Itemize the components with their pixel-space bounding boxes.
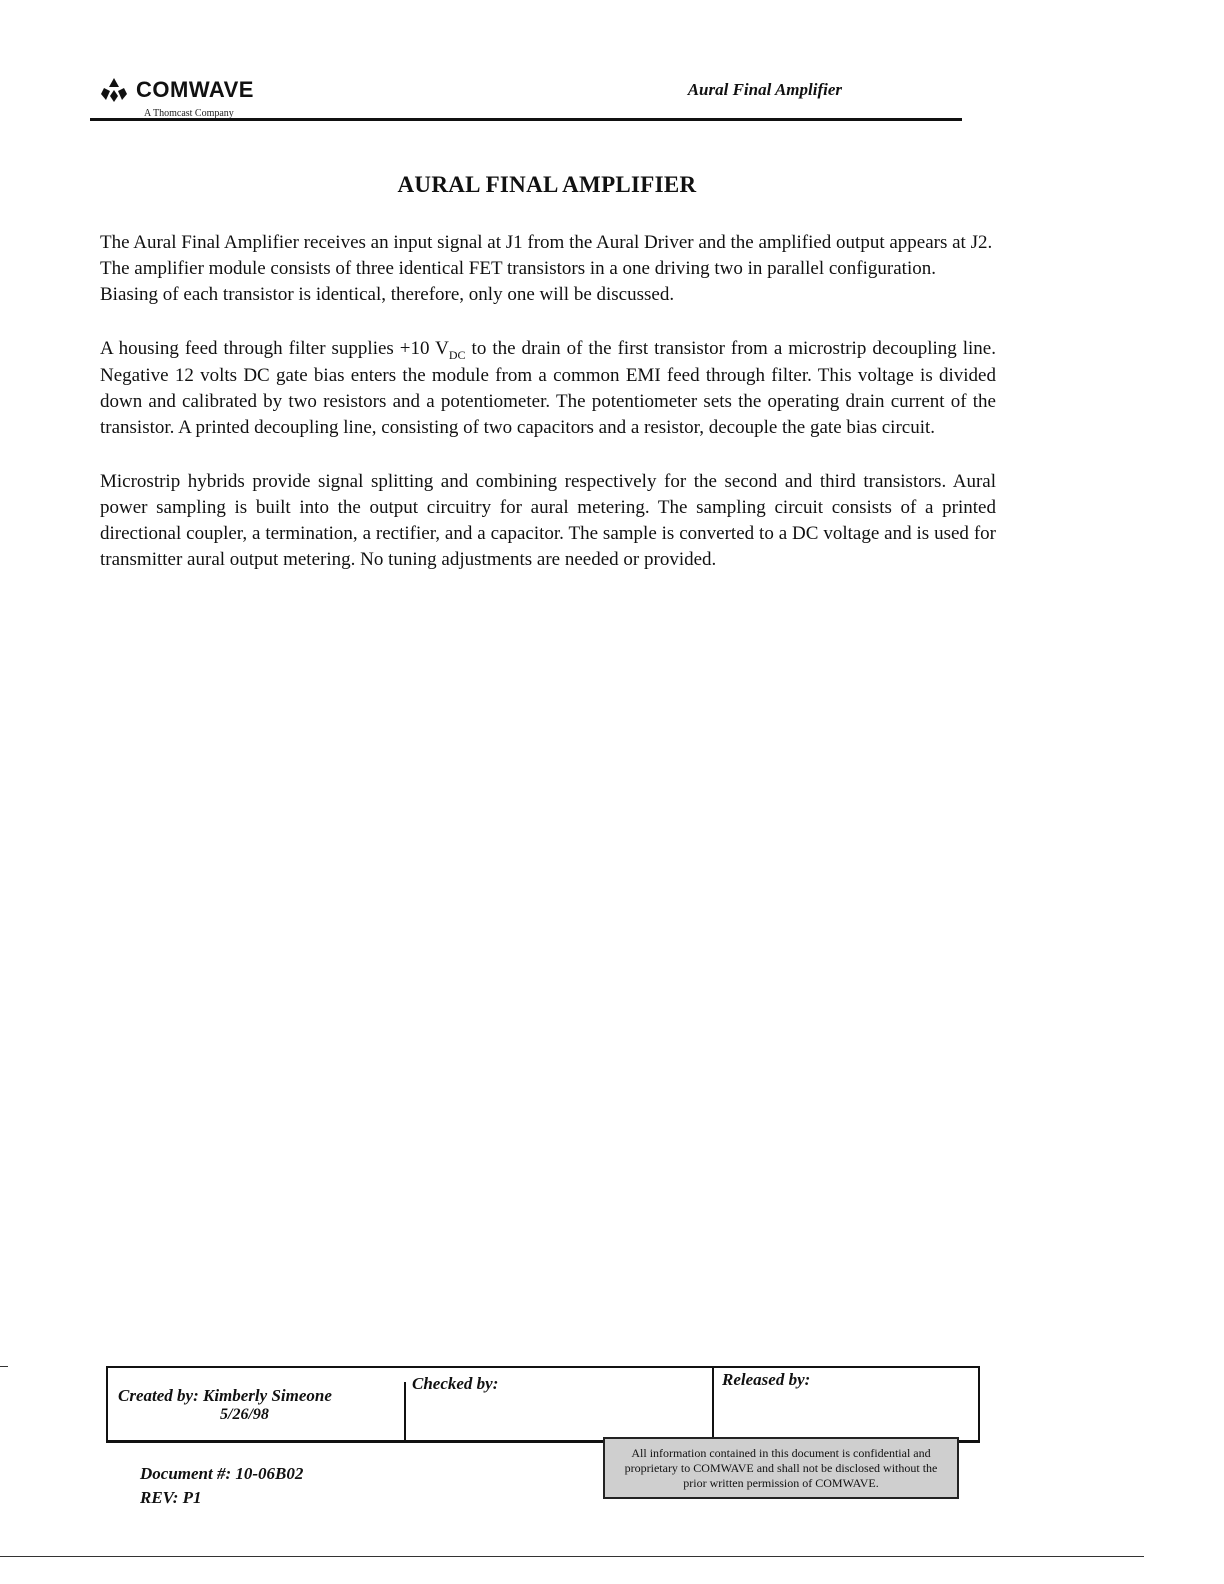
- checked-by-label: Checked by:: [412, 1374, 499, 1393]
- running-header-title: Aural Final Amplifier: [687, 80, 842, 99]
- scan-edge-line: [0, 1556, 1144, 1557]
- body-text: [100, 230, 996, 601]
- logo-subtitle: A Thomcast Company: [144, 108, 234, 119]
- created-by-label: Created by: Kimberly Simeone: [118, 1386, 332, 1405]
- paragraph-3: Microstrip hybrids provide signal splitting and combining respectively for the second and third transistors. Aural power sampling is built into the output circuitry for aural metering. The sampling circuit consists of a printed directional coupler, a termination, a rectifier, and a capacitor. The sample is converted to a DC voltage and is used for transmitter aural output metering. No tuning adjustments are needed or provided.: [100, 471, 996, 571]
- header-rule: [90, 118, 962, 121]
- document-revision: REV: P1: [140, 1487, 202, 1507]
- released-by-label: Released by:: [722, 1370, 811, 1389]
- created-by-cell: [108, 1382, 406, 1440]
- released-by-cell: [714, 1368, 978, 1428]
- paragraph-2-part-a: A housing feed through filter supplies +10 V: [100, 338, 449, 360]
- scan-mark: [0, 1366, 8, 1367]
- document-info: [140, 1462, 303, 1510]
- page-title: AURAL FINAL AMPLIFIER: [397, 172, 697, 197]
- page-header: [90, 70, 962, 126]
- paragraph-2: [100, 336, 996, 441]
- document-number: Document #: 10-06B02: [140, 1464, 304, 1483]
- checked-by-cell: [406, 1368, 714, 1440]
- company-logo: [100, 76, 254, 104]
- confidential-notice: All information contained in this document is confidential and proprietary to COMWAVE and shall not be disclosed without the prior written permission of COMWAVE.: [603, 1437, 959, 1499]
- created-date: 5/26/98: [220, 1406, 269, 1423]
- paragraph-2-part-b: to the drain of the first transistor from a microstrip decoupling line. Negative 12 volts DC gate bias enters the module from a common EMI feed through filter. This voltage is divided down and calibrated by two resistors and a potentiometer. The potentiometer sets the operating drain current of the transistor. A printed decoupling line, consisting of two capacitors and a resistor, decouple the gate bias circuit.: [100, 338, 996, 439]
- paragraph-1: The Aural Final Amplifier receives an input signal at J1 from the Aural Driver and the amplified output appears at J2. The amplifier module consists of three identical FET transistors in a one driving two in parallel configuration. Biasing of each transistor is identical, therefore, only one will be discussed.: [100, 232, 993, 306]
- logo-text: COMWAVE: [136, 77, 254, 102]
- signoff-table: [106, 1366, 980, 1443]
- comwave-logo-icon: [100, 76, 128, 104]
- dc-subscript: DC: [448, 347, 466, 362]
